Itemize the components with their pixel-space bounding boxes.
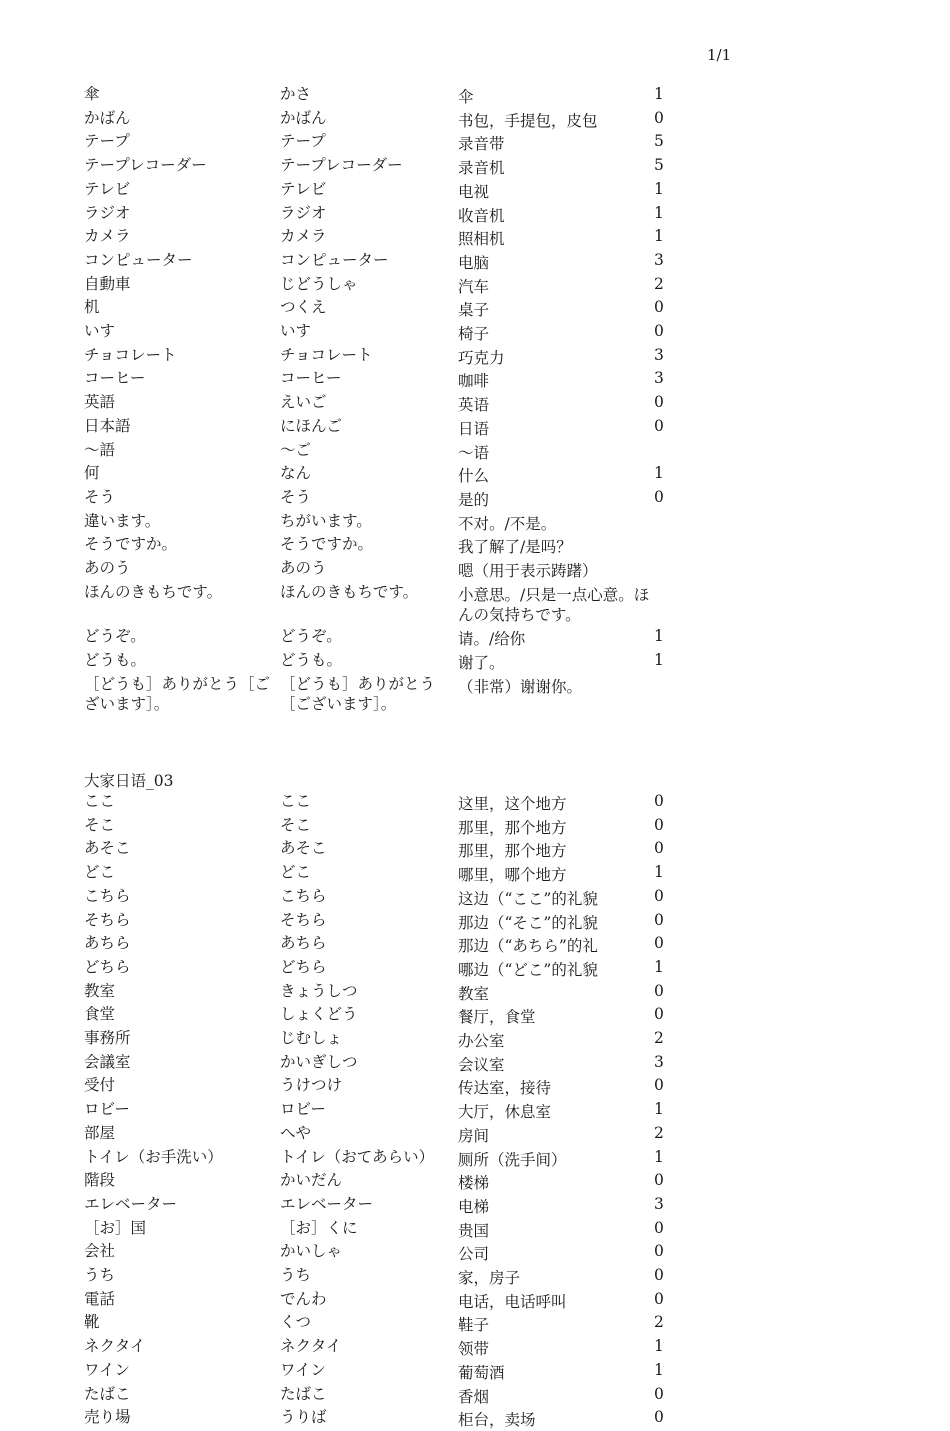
vocab-reading: どうぞ。	[280, 627, 342, 646]
vocab-accent: 1	[654, 863, 664, 882]
vocab-accent: 0	[654, 1005, 664, 1024]
vocab-word: ［どうも］ありがとう［ございます］。	[84, 674, 271, 714]
vocab-word: 英語	[84, 393, 116, 412]
vocab-meaning: 鞋子	[458, 1316, 490, 1335]
vocab-meaning: 会议室	[458, 1055, 505, 1074]
vocab-reading: テレビ	[280, 179, 327, 198]
vocab-meaning: 是的	[458, 490, 490, 509]
vocab-reading: ワイン	[280, 1360, 327, 1379]
vocab-word: ラジオ	[84, 203, 131, 222]
vocab-meaning: 巧克力	[458, 348, 505, 367]
vocab-row	[84, 463, 724, 487]
vocab-accent: 0	[654, 487, 664, 506]
vocab-row	[84, 416, 724, 440]
vocab-row	[84, 368, 724, 392]
vocab-row	[84, 203, 724, 227]
vocab-word: 靴	[84, 1313, 100, 1332]
vocab-row	[84, 1407, 724, 1431]
vocab-reading: じむしょ	[280, 1029, 343, 1048]
vocab-meaning: 传达室，接待	[458, 1079, 552, 1098]
vocab-meaning: 录音带	[458, 135, 505, 154]
vocab-accent: 5	[654, 156, 664, 175]
vocab-row	[84, 534, 724, 558]
vocab-accent: 3	[654, 1194, 664, 1213]
vocab-row	[84, 1218, 724, 1242]
vocab-meaning: 谢了。	[458, 653, 505, 672]
vocab-accent: 0	[654, 981, 664, 1000]
vocab-accent: 0	[654, 298, 664, 317]
vocab-accent: 1	[654, 1337, 664, 1356]
page-number: 1/1	[707, 46, 732, 64]
vocab-accent: 0	[654, 1289, 664, 1308]
vocab-row	[84, 1265, 724, 1289]
vocab-accent	[654, 582, 684, 626]
vocab-meaning: ～语	[458, 443, 490, 462]
vocab-meaning: 楼梯	[458, 1174, 490, 1193]
vocab-meaning: 香烟	[458, 1387, 490, 1406]
vocab-row	[84, 274, 724, 298]
vocab-reading: あそこ	[280, 839, 327, 858]
vocab-word: うち	[84, 1266, 116, 1285]
vocab-row	[84, 1052, 724, 1076]
vocab-reading: コンピューター	[280, 250, 389, 269]
vocab-accent: 2	[654, 274, 664, 293]
vocab-word: どうも。	[84, 650, 147, 669]
vocab-row	[84, 1194, 724, 1218]
vocab-word: あのう	[84, 559, 131, 578]
vocab-row	[84, 108, 724, 132]
vocab-reading: うけつけ	[280, 1076, 343, 1095]
vocab-accent	[654, 440, 684, 464]
vocab-row	[84, 981, 724, 1005]
vocab-row	[84, 511, 724, 535]
vocab-meaning: 电梯	[458, 1197, 490, 1216]
vocab-row	[84, 933, 724, 957]
vocab-reading: くつ	[280, 1313, 312, 1332]
vocab-row	[84, 226, 724, 250]
vocab-row	[84, 179, 724, 203]
vocab-reading: つくえ	[280, 298, 327, 317]
vocab-meaning: 那里，那个地方	[458, 842, 567, 861]
vocab-word: 食堂	[84, 1005, 116, 1024]
vocab-word: 電話	[84, 1289, 116, 1308]
vocab-meaning: 柜台，卖场	[458, 1411, 536, 1430]
vocab-accent: 3	[654, 369, 664, 388]
vocab-reading: あちら	[280, 934, 327, 953]
vocab-accent: 0	[654, 108, 664, 127]
vocab-row	[84, 345, 724, 369]
vocab-word: 机	[84, 298, 100, 317]
vocab-accent: 0	[654, 1266, 664, 1285]
vocab-word: そう	[84, 487, 116, 506]
vocab-meaning: 餐厅，食堂	[458, 1008, 536, 1027]
vocab-reading: コーヒー	[280, 369, 342, 388]
vocab-reading: テープ	[280, 132, 326, 151]
vocab-reading: ［お］くに	[280, 1218, 358, 1237]
vocab-accent: 2	[654, 1123, 664, 1142]
vocab-reading: かさ	[280, 85, 312, 103]
vocab-meaning: （非常）谢谢你。	[458, 677, 583, 696]
vocab-meaning: 电视	[458, 182, 490, 201]
vocab-meaning: 书包，手提包，皮包	[458, 111, 598, 130]
vocab-accent	[654, 534, 684, 558]
vocab-row	[84, 321, 724, 345]
vocab-word: 違います。	[84, 511, 161, 530]
vocab-reading: たばこ	[280, 1384, 327, 1403]
vocab-accent: 1	[654, 464, 664, 483]
vocab-word: あそこ	[84, 839, 131, 858]
vocab-accent: 0	[654, 416, 664, 435]
vocab-reading: えいご	[280, 393, 327, 412]
vocab-word: そちら	[84, 910, 131, 929]
vocab-word: ワイン	[84, 1360, 131, 1379]
vocab-meaning: 收音机	[458, 206, 505, 225]
vocab-row	[84, 1312, 724, 1336]
vocab-meaning: 伞	[458, 88, 474, 106]
vocab-meaning: 大厅，休息室	[458, 1103, 552, 1122]
vocab-accent: 1	[654, 227, 664, 246]
vocab-accent: 3	[654, 345, 664, 364]
vocab-word: どこ	[84, 863, 116, 882]
vocab-reading: あのう	[280, 559, 327, 578]
vocab-row	[84, 1075, 724, 1099]
vocab-accent: 0	[654, 910, 664, 929]
vocab-accent: 0	[654, 1384, 664, 1403]
vocab-meaning: 葡萄酒	[458, 1363, 505, 1382]
vocab-word: ネクタイ	[84, 1337, 146, 1356]
vocab-reading: ［どうも］ありがとう［ございます］。	[280, 674, 436, 714]
vocab-accent: 2	[654, 1029, 664, 1048]
vocab-accent: 0	[654, 322, 664, 341]
vocab-meaning: 厕所（洗手间）	[458, 1150, 567, 1169]
vocab-reading: なん	[280, 464, 312, 483]
vocab-reading: ほんのきもちです。	[280, 582, 419, 601]
vocab-reading: じどうしゃ	[280, 274, 358, 293]
vocab-word: かばん	[84, 108, 131, 127]
vocab-row	[84, 1241, 724, 1265]
vocab-accent: 5	[654, 132, 664, 151]
vocab-reading: そちら	[280, 910, 327, 929]
vocab-row	[84, 791, 724, 815]
vocabulary-table	[84, 84, 724, 1431]
vocab-meaning: 这里，这个地方	[458, 794, 567, 813]
vocab-meaning: 日语	[458, 419, 490, 438]
vocab-reading: うち	[280, 1266, 312, 1285]
vocab-accent	[654, 674, 684, 715]
vocab-accent: 1	[654, 179, 664, 198]
vocab-meaning: 教室	[458, 984, 490, 1003]
vocab-word: 部屋	[84, 1123, 116, 1142]
vocab-reading: そうですか。	[280, 535, 374, 554]
vocab-word: どちら	[84, 957, 131, 976]
vocab-word: いす	[84, 322, 116, 341]
vocab-word: 受付	[84, 1076, 116, 1095]
vocab-row	[84, 1028, 724, 1052]
vocab-meaning: 英语	[458, 396, 490, 415]
vocab-word: ロビー	[84, 1100, 130, 1119]
vocab-row	[84, 1384, 724, 1408]
vocab-accent	[654, 511, 684, 535]
vocab-meaning: 椅子	[458, 325, 490, 344]
vocab-reading: どちら	[280, 957, 327, 976]
vocab-word: たばこ	[84, 1384, 131, 1403]
vocab-word: テープレコーダー	[84, 156, 207, 175]
vocab-accent: 0	[654, 886, 664, 905]
vocab-accent: 0	[654, 1218, 664, 1237]
vocab-meaning: 那边（“あちら”的礼	[458, 937, 598, 956]
vocab-row	[84, 626, 724, 650]
vocab-meaning: 桌子	[458, 301, 490, 320]
vocab-meaning: 什么	[458, 467, 490, 486]
vocab-accent: 1	[654, 203, 664, 222]
vocab-reading: かいぎしつ	[280, 1052, 358, 1071]
vocab-word: 売り場	[84, 1408, 131, 1427]
vocab-reading: テープレコーダー	[280, 156, 403, 175]
vocab-word: テープ	[84, 132, 130, 151]
vocabulary-section-2	[84, 791, 724, 1431]
vocab-accent: 3	[654, 1052, 664, 1071]
vocab-meaning: 汽车	[458, 277, 490, 296]
vocab-row	[84, 815, 724, 839]
vocab-row	[84, 838, 724, 862]
vocab-row	[84, 886, 724, 910]
vocab-meaning: 嗯（用于表示踌躇）	[458, 562, 598, 581]
vocab-accent: 0	[654, 791, 664, 810]
vocab-accent: 0	[654, 1171, 664, 1190]
vocab-accent: 0	[654, 839, 664, 858]
vocab-reading: どうも。	[280, 650, 343, 669]
vocab-reading: へや	[280, 1123, 312, 1142]
vocab-word: ～語	[84, 440, 116, 459]
vocab-reading: かいしゃ	[280, 1242, 343, 1261]
vocab-meaning: 贵国	[458, 1221, 490, 1240]
vocab-meaning: 家，房子	[458, 1269, 521, 1288]
vocab-reading: ロビー	[280, 1100, 326, 1119]
vocab-row	[84, 297, 724, 321]
vocab-reading: エレベーター	[280, 1194, 374, 1213]
vocab-row	[84, 1360, 724, 1384]
vocab-row	[84, 1004, 724, 1028]
vocab-reading: そこ	[280, 815, 312, 834]
vocab-accent: 0	[654, 393, 664, 412]
vocab-row	[84, 674, 724, 715]
vocab-word: 事務所	[84, 1029, 131, 1048]
vocab-meaning: 那边（“そこ”的礼貌	[458, 913, 598, 932]
vocab-accent: 1	[654, 1100, 664, 1119]
vocab-word: エレベーター	[84, 1194, 178, 1213]
vocab-accent: 0	[654, 1408, 664, 1427]
vocab-reading: うりば	[280, 1408, 327, 1427]
vocab-meaning: 不对。/不是。	[458, 514, 557, 533]
vocab-meaning: 办公室	[458, 1032, 505, 1051]
vocab-meaning: 公司	[458, 1245, 490, 1264]
vocab-word: そうですか。	[84, 535, 178, 554]
vocab-accent: 3	[654, 250, 664, 269]
vocab-row	[84, 582, 724, 626]
vocab-row	[84, 650, 724, 674]
vocab-word: 会議室	[84, 1052, 131, 1071]
vocab-reading: ～ご	[280, 440, 312, 459]
section-gap	[84, 715, 724, 771]
vocab-word: こちら	[84, 886, 131, 905]
vocab-reading: ここ	[280, 791, 312, 810]
vocab-word: 階段	[84, 1171, 116, 1190]
vocab-accent: 1	[654, 1147, 664, 1166]
vocab-meaning: 照相机	[458, 230, 505, 249]
vocab-meaning: 那里，那个地方	[458, 818, 567, 837]
vocab-row	[84, 440, 724, 464]
vocab-word: チョコレート	[84, 345, 177, 364]
vocab-accent	[654, 558, 684, 582]
vocab-word: ［お］国	[84, 1218, 147, 1237]
vocab-word: 会社	[84, 1242, 116, 1261]
vocab-row	[84, 487, 724, 511]
vocab-meaning: 我了解了/是吗？	[458, 538, 572, 557]
vocab-accent: 1	[654, 85, 664, 103]
vocab-word: コーヒー	[84, 369, 146, 388]
vocab-row	[84, 910, 724, 934]
vocab-meaning: 这边（“ここ”的礼貌	[458, 889, 598, 908]
vocab-reading: チョコレート	[280, 345, 373, 364]
vocab-word: 日本語	[84, 416, 131, 435]
vocab-word: コンピューター	[84, 250, 193, 269]
lesson-heading: 大家日语_03	[84, 771, 174, 790]
vocab-row	[84, 1123, 724, 1147]
vocab-reading: トイレ（おてあらい）	[280, 1147, 435, 1166]
vocabulary-section-1	[84, 84, 724, 715]
vocab-meaning: 电脑	[458, 253, 490, 272]
vocab-row	[84, 250, 724, 274]
vocab-accent: 0	[654, 1242, 664, 1261]
vocab-meaning: 电话，电话呼叫	[458, 1292, 567, 1311]
vocab-meaning: 房间	[458, 1126, 490, 1145]
vocab-reading: ちがいます。	[280, 511, 372, 530]
vocab-accent: 1	[654, 650, 664, 669]
vocab-accent: 0	[654, 1076, 664, 1095]
vocab-row	[84, 1289, 724, 1313]
vocab-accent: 1	[654, 627, 664, 646]
vocab-row	[84, 862, 724, 886]
vocab-row	[84, 131, 724, 155]
vocab-row	[84, 558, 724, 582]
vocab-reading: そう	[280, 487, 312, 506]
vocab-word: 何	[84, 464, 100, 483]
vocab-reading: ラジオ	[280, 203, 327, 222]
vocab-row	[84, 1170, 724, 1194]
vocab-reading: でんわ	[280, 1289, 327, 1308]
vocab-row	[84, 84, 724, 108]
vocab-word: トイレ（お手洗い）	[84, 1147, 223, 1166]
vocab-word: 傘	[84, 85, 100, 103]
vocab-word: カメラ	[84, 227, 131, 246]
vocab-reading: どこ	[280, 863, 312, 882]
vocab-accent: 1	[654, 1360, 664, 1379]
vocab-row	[84, 957, 724, 981]
vocab-word: あちら	[84, 934, 131, 953]
vocab-reading: ネクタイ	[280, 1337, 342, 1356]
vocab-row	[84, 1336, 724, 1360]
vocab-word: そこ	[84, 815, 116, 834]
vocab-accent: 0	[654, 815, 664, 834]
vocab-reading: カメラ	[280, 227, 327, 246]
vocab-word: どうぞ。	[84, 627, 146, 646]
vocab-meaning: 哪边（“どこ”的礼貌	[458, 960, 598, 979]
vocab-meaning: 领带	[458, 1340, 490, 1359]
vocab-row	[84, 1147, 724, 1171]
vocab-reading: こちら	[280, 886, 327, 905]
vocab-word: ここ	[84, 791, 116, 810]
vocab-word: テレビ	[84, 179, 131, 198]
vocab-row	[84, 155, 724, 179]
vocab-reading: しょくどう	[280, 1005, 358, 1024]
vocab-word: ほんのきもちです。	[84, 582, 223, 601]
vocab-row	[84, 392, 724, 416]
vocab-word: 教室	[84, 981, 116, 1000]
vocab-reading: きょうしつ	[280, 981, 358, 1000]
vocab-row	[84, 1099, 724, 1123]
vocab-meaning: 哪里，哪个地方	[458, 866, 567, 885]
vocab-reading: にほんご	[280, 416, 343, 435]
vocab-reading: かばん	[280, 108, 327, 127]
vocab-reading: いす	[280, 322, 312, 341]
vocab-accent: 1	[654, 957, 664, 976]
vocab-accent: 2	[654, 1313, 664, 1332]
vocab-word: 自動車	[84, 274, 131, 293]
vocab-accent: 0	[654, 934, 664, 953]
vocab-meaning: 咖啡	[458, 372, 490, 391]
vocab-meaning: 录音机	[458, 159, 505, 178]
vocab-meaning: 请。/给你	[458, 630, 526, 649]
vocab-reading: かいだん	[280, 1171, 343, 1190]
vocab-meaning: 小意思。/只是一点心意。ほんの気持ちです。	[458, 585, 650, 625]
